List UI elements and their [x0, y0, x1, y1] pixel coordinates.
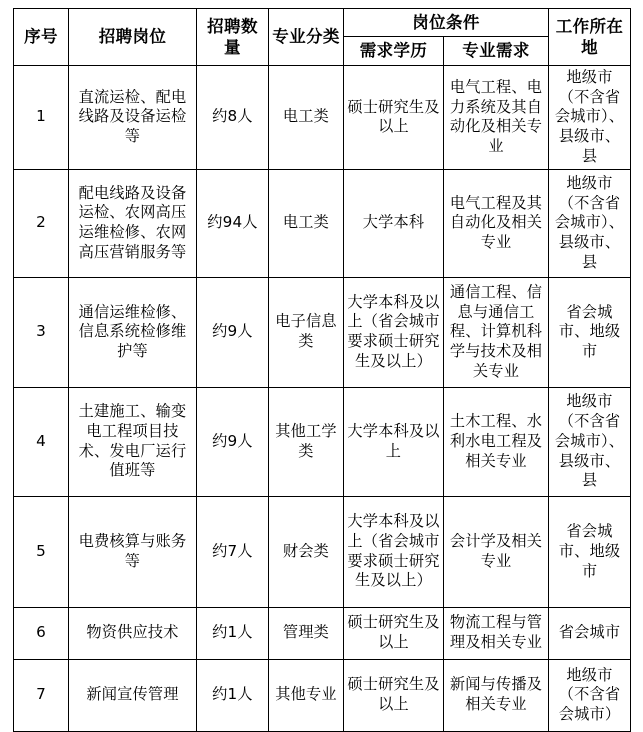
cell-position: 电费核算与账务等 [69, 496, 197, 607]
cell-position: 配电线路及设备运检、农网高压运维检修、农网高压营销服务等 [69, 169, 197, 277]
cell-major-category: 电工类 [269, 169, 344, 277]
column-header-index: 序号 [14, 9, 69, 66]
table-row [14, 659, 631, 731]
cell-position: 直流运检、配电线路及设备运检等 [69, 65, 197, 169]
table-body [14, 65, 631, 731]
cell-position: 土建施工、输变电工程项目技术、发电厂运行值班等 [69, 387, 197, 496]
cell-count: 约7人 [197, 496, 269, 607]
table-header [14, 9, 631, 66]
cell-index: 6 [14, 607, 69, 659]
cell-count: 约1人 [197, 607, 269, 659]
column-header-location: 工作所在地 [549, 9, 631, 66]
cell-location: 省会城市、地级市 [549, 496, 631, 607]
cell-count: 约9人 [197, 277, 269, 387]
cell-specialty: 新闻与传播及相关专业 [444, 659, 549, 731]
cell-position: 通信运维检修、信息系统检修维护等 [69, 277, 197, 387]
cell-specialty: 会计学及相关专业 [444, 496, 549, 607]
table-row [14, 387, 631, 496]
cell-location: 省会城市、地级市 [549, 277, 631, 387]
cell-major-category: 财会类 [269, 496, 344, 607]
cell-index: 4 [14, 387, 69, 496]
cell-index: 2 [14, 169, 69, 277]
cell-index: 5 [14, 496, 69, 607]
cell-major-category: 其他工学类 [269, 387, 344, 496]
cell-education: 硕士研究生及以上 [344, 659, 444, 731]
cell-education: 大学本科 [344, 169, 444, 277]
table-row [14, 65, 631, 169]
cell-education: 硕士研究生及以上 [344, 65, 444, 169]
cell-specialty: 物流工程与管理及相关专业 [444, 607, 549, 659]
header-row-primary [14, 9, 631, 37]
cell-location: 地级市（不含省会城市）、县级市、县 [549, 169, 631, 277]
table-row [14, 607, 631, 659]
column-header-position: 招聘岗位 [69, 9, 197, 66]
cell-count: 约8人 [197, 65, 269, 169]
cell-education: 大学本科及以上（省会城市要求硕士研究生及以上） [344, 496, 444, 607]
cell-specialty: 电气工程、电力系统及其自动化及相关专业 [444, 65, 549, 169]
cell-major-category: 电子信息类 [269, 277, 344, 387]
cell-count: 约9人 [197, 387, 269, 496]
column-header-specialty: 专业需求 [444, 37, 549, 65]
table-row [14, 277, 631, 387]
column-header-major-category: 专业分类 [269, 9, 344, 66]
cell-education: 大学本科及以上 [344, 387, 444, 496]
cell-count: 约1人 [197, 659, 269, 731]
cell-position: 新闻宣传管理 [69, 659, 197, 731]
cell-specialty: 土木工程、水利水电工程及相关专业 [444, 387, 549, 496]
cell-major-category: 管理类 [269, 607, 344, 659]
recruitment-table-container [13, 8, 630, 722]
cell-specialty: 电气工程及其自动化及相关专业 [444, 169, 549, 277]
cell-position: 物资供应技术 [69, 607, 197, 659]
table-row [14, 496, 631, 607]
table-row [14, 169, 631, 277]
recruitment-table [13, 8, 631, 732]
cell-location: 省会城市 [549, 607, 631, 659]
cell-major-category: 其他专业 [269, 659, 344, 731]
cell-education: 硕士研究生及以上 [344, 607, 444, 659]
column-header-count: 招聘数量 [197, 9, 269, 66]
column-header-education: 需求学历 [344, 37, 444, 65]
cell-education: 大学本科及以上（省会城市要求硕士研究生及以上） [344, 277, 444, 387]
cell-count: 约94人 [197, 169, 269, 277]
cell-location: 地级市（不含省会城市） [549, 659, 631, 731]
cell-index: 1 [14, 65, 69, 169]
cell-index: 3 [14, 277, 69, 387]
cell-location: 地级市（不含省会城市）、县级市、县 [549, 387, 631, 496]
cell-major-category: 电工类 [269, 65, 344, 169]
cell-location: 地级市（不含省会城市）、县级市、县 [549, 65, 631, 169]
cell-index: 7 [14, 659, 69, 731]
cell-specialty: 通信工程、信息与通信工程、计算机科学与技术及相关专业 [444, 277, 549, 387]
column-header-job-conditions: 岗位条件 [344, 9, 549, 37]
